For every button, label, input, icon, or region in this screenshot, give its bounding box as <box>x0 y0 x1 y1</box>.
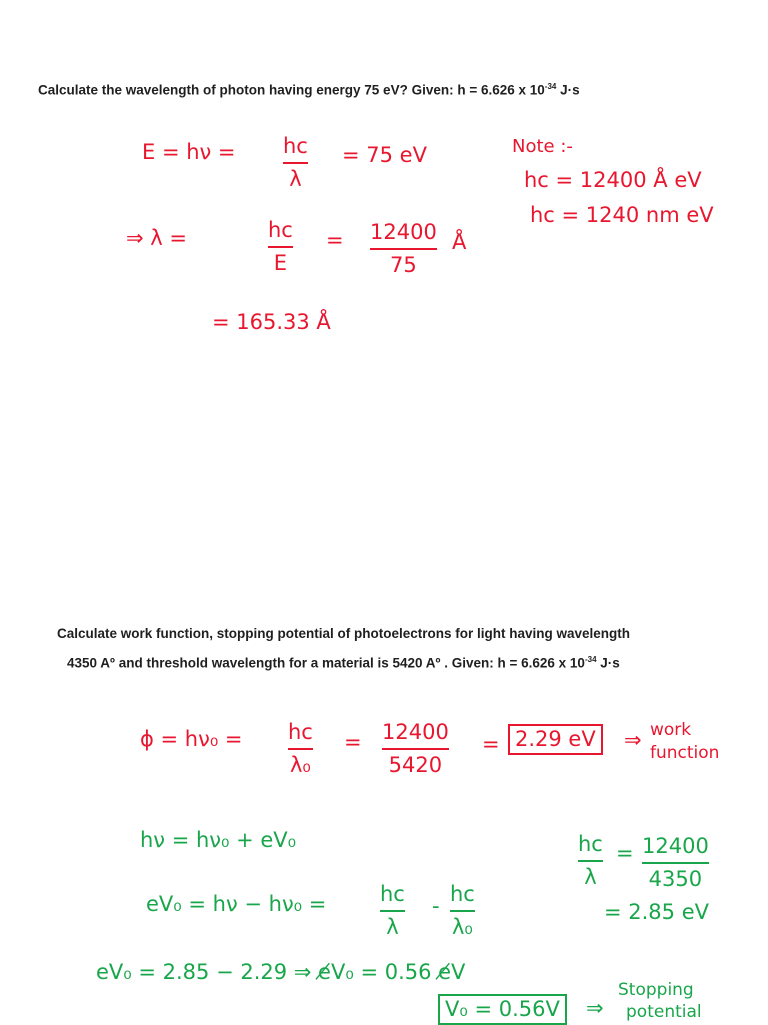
p2-phi-den2: 5420 <box>388 753 443 777</box>
p2-line-b-lhs: eV₀ = hν − hν₀ = <box>146 892 327 916</box>
fraction-bar <box>370 248 437 250</box>
work-function-result-box: 2.29 eV <box>508 724 603 755</box>
p2-phi-fraction <box>288 722 313 776</box>
p2-line-b-num2: hc <box>450 882 475 906</box>
question-2-line1: Calculate work function, stopping potential of photoelectrons for light having wavelength <box>57 626 631 641</box>
question-1 <box>38 82 580 98</box>
question-2-line2 <box>67 655 620 671</box>
p2-line-b-num1: hc <box>380 882 405 906</box>
p2-phi-lhs: ϕ = hν₀ = <box>140 727 243 751</box>
p2-side-eq: = <box>616 841 634 865</box>
p2-side-den2: 4350 <box>648 867 703 891</box>
note-line1: hc = 12400 Å eV <box>524 168 702 192</box>
fraction-bar <box>268 246 293 248</box>
fraction-bar <box>578 860 603 862</box>
p2-phi-arrow: ⇒ <box>624 728 642 752</box>
p2-side-den: λ <box>584 865 597 889</box>
p2-line-a: hν = hν₀ + eV₀ <box>140 828 297 852</box>
p1-line2-num: hc <box>268 218 293 242</box>
p2-line-b-minus: - <box>432 894 440 918</box>
p1-line2-unit: Å <box>452 230 467 254</box>
p1-line1-rhs: = 75 eV <box>342 143 427 167</box>
question-1-text: Calculate the wavelength of photon having energy 75 eV? Given: h = 6.626 x 10 <box>38 82 545 98</box>
question-2-text: 4350 Aº and threshold wavelength for a material is 5420 Aº . Given: h = 6.626 x 10 <box>67 655 585 671</box>
work-label-line2: function <box>650 743 720 763</box>
p1-line2-fraction2 <box>370 222 437 276</box>
fraction-bar <box>288 748 313 750</box>
p2-phi-num: hc <box>288 720 313 744</box>
stopping-label-line1: Stopping <box>618 980 694 1000</box>
p2-phi-num2: 12400 <box>382 720 449 744</box>
stopping-potential-result-box: V₀ = 0.56V <box>438 994 567 1025</box>
p2-phi-fraction2 <box>382 722 449 776</box>
p2-phi-eq2: = <box>482 732 500 756</box>
note-title: Note :- <box>512 136 573 157</box>
fraction-bar <box>283 162 308 164</box>
p2-side-fraction2 <box>642 836 709 890</box>
question-2-exponent: -34 <box>584 655 597 664</box>
p2-final-arrow: ⇒ <box>586 996 604 1020</box>
p1-line1-num: hc <box>283 134 308 158</box>
question-2-unit: J·s <box>596 655 620 671</box>
p2-side-num2: 12400 <box>642 834 709 858</box>
note-line2: hc = 1240 nm eV <box>530 203 714 227</box>
work-label-line1: work <box>650 720 692 740</box>
p1-line2-den2: 75 <box>390 253 417 277</box>
p1-line2-lhs: ⇒ λ = <box>126 226 187 250</box>
p2-phi-den: λ₀ <box>290 753 311 777</box>
p2-side-num: hc <box>578 832 603 856</box>
p2-phi-eq: = <box>344 730 362 754</box>
p1-line3: = 165.33 Å <box>212 310 331 334</box>
p1-line2-num2: 12400 <box>370 220 437 244</box>
p1-line1-fraction <box>283 136 308 190</box>
fraction-bar <box>642 862 709 864</box>
p2-side-fraction <box>578 834 603 888</box>
p1-line2-fraction <box>268 220 293 274</box>
question-1-exponent: -34 <box>544 82 557 91</box>
p1-line2-den: E <box>273 251 288 275</box>
p2-line-b-fraction1 <box>380 884 405 938</box>
p2-side-result: = 2.85 eV <box>604 900 709 924</box>
stopping-label-line2: potential <box>626 1002 702 1022</box>
p1-line1-den: λ <box>289 167 302 191</box>
p1-line1-lhs: E = hν = <box>142 140 236 164</box>
fraction-bar <box>382 748 449 750</box>
p2-line-b-den2: λ₀ <box>452 915 473 939</box>
p1-line2-eq: = <box>326 228 344 252</box>
p2-line-b-den1: λ <box>386 915 399 939</box>
question-1-unit: J·s <box>556 82 580 98</box>
p2-line-b-fraction2 <box>450 884 475 938</box>
fraction-bar <box>380 910 405 912</box>
fraction-bar <box>450 910 475 912</box>
p2-line-c: eV₀ = 2.85 − 2.29 ⇒ e̸V₀ = 0.56 e̸V <box>96 960 466 984</box>
